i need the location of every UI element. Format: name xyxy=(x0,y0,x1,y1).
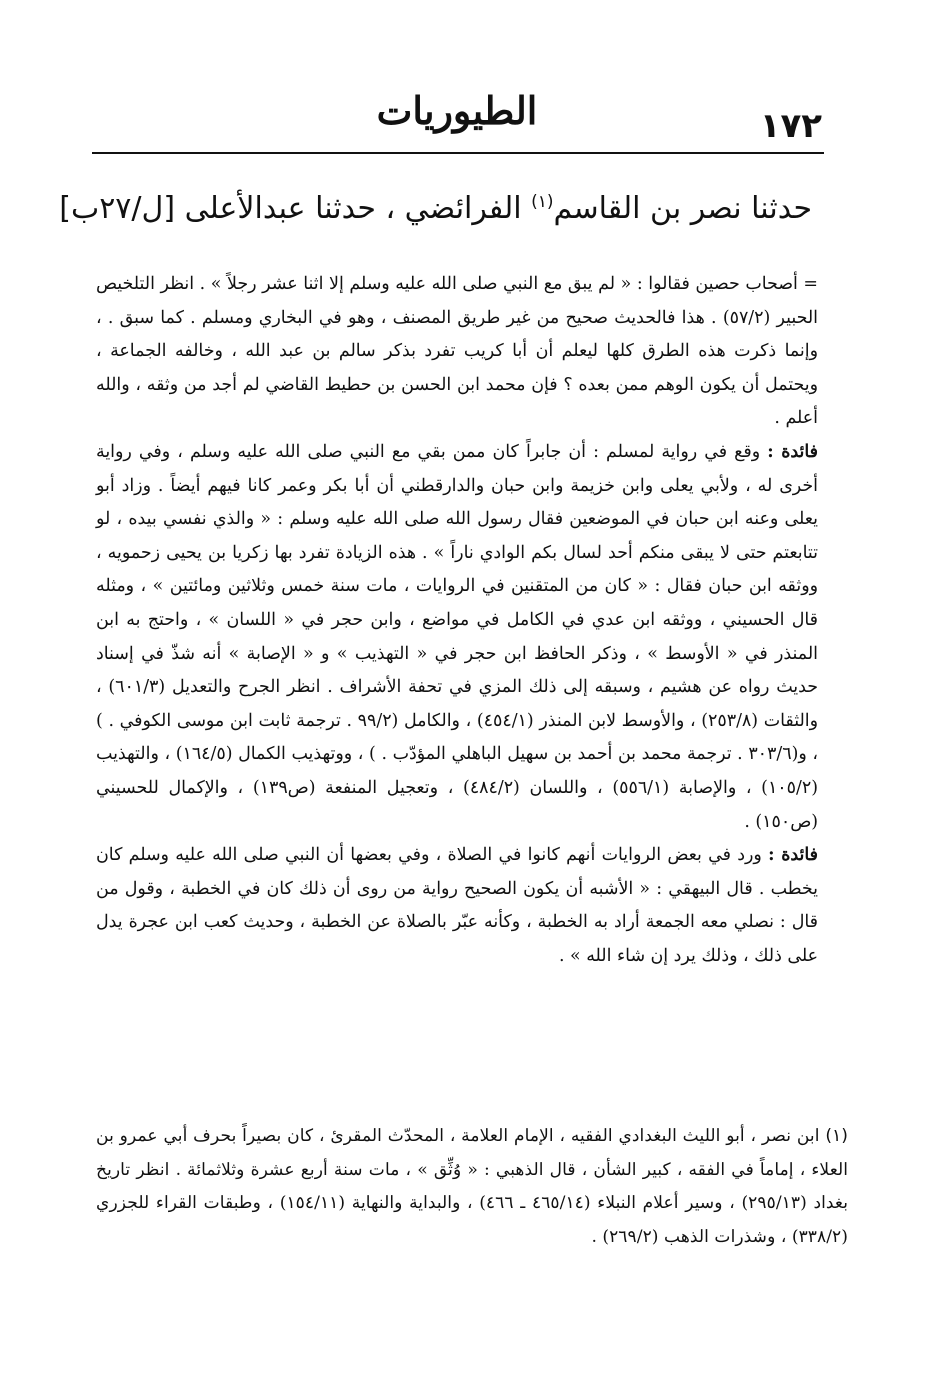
benefit-label: فائدة : xyxy=(767,441,818,462)
footnote-text: ابن نصر ، أبو الليث البغدادي الفقيه ، الإمام العلامة ، المحدّث المقرئ ، كان بصيراً بحرف أبي عمرو بن العلاء ، إماماً في الفقه ، كبير الشأن ، قال الذهبي : « وُثِّق » ، مات سنة أربع عشرة وثلاثمائة . انظر تاريخ بغداد (٢٩٥/١٣) ، وسير أعلام النبلاء (٤٦٥/١٤ ـ ٤٦٦) ، والبداية والنهاية (١٥٤/١١) ، وطبقات القراء للجزري (٣٣٨/٢) ، وشذرات الذهب (٢٦٩/٢) . xyxy=(96,1126,848,1247)
footnote-marker[interactable]: (١) xyxy=(531,192,554,212)
page-number: ١٧٢ xyxy=(759,106,822,146)
header-rule xyxy=(92,152,824,154)
isnad-text-end: الفرائضي ، حدثنا عبدالأعلى [ل/٢٧ب] xyxy=(59,191,532,226)
book-title: الطيوريات xyxy=(376,88,538,133)
page-header xyxy=(92,88,822,150)
commentary-paragraph xyxy=(96,839,818,973)
hadith-isnad xyxy=(59,172,812,239)
footnotes-section xyxy=(96,1120,848,1254)
benefit-text: وقع في رواية لمسلم : أن جابراً كان ممن بقي مع النبي صلى الله عليه وسلم ، وفي رواية أخرى له ، ولأبي يعلى وابن خزيمة وابن حبان والدارقطني أن أبا بكر وعمر كانا فيهم أيضاً . وزاد أبو يعلى وعنه ابن حبان في الموضعين فقال رسول الله صلى الله عليه وسلم : « والذي نفسي بيده ، لو تتابعتم حتى لا يبقى منكم أحد لسال بكم الوادي ناراً » . هذه الزيادة تفرد بها زكريا بن يحيى زحمويه ، ووثقه ابن حبان فقال : « كان من المتقنين في الروايات ، مات سنة خمس وثلاثين ومائتين » ، ومثله قال الحسيني ، ووثقه ابن عدي في الكامل في مواضع ، وابن حجر في « اللسان » ، واحتج به ابن المنذر في « الأوسط » ، وذكر الحافظ ابن حجر في « التهذيب » و « الإصابة » أنه شذّ في إسناد حديث رواه عن هشيم ، وسبقه إلى ذلك المزي في تحفة الأشراف . انظر الجرح والتعديل (٦٠١/٣) ، والثقات (٢٥٣/٨) ، والأوسط لابن المنذر (٤٥٤/١) ، والكامل (٩٩/٢ . ترجمة ثابت ابن موسى الكوفي . ) ، و(٣٠٣/٦ . ترجمة محمد بن أحمد بن سهيل الباهلي المؤدّب . ) ، ووتهذيب الكمال (١٦٤/٥) ، والتهذيب (١٠٥/٢) ، والإصابة (٥٥٦/١) ، واللسان (٤٨٤/٢) ، وتعجيل المنفعة (ص١٣٩) ، والإكمال للحسيني (ص١٥٠) . xyxy=(96,441,818,832)
commentary-section xyxy=(96,268,818,973)
commentary-paragraph xyxy=(96,436,818,839)
benefit-label: فائدة : xyxy=(768,845,818,866)
footnote xyxy=(96,1120,848,1254)
benefit-text: ورد في بعض الروايات أنهم كانوا في الصلاة ، وفي بعضها أن النبي صلى الله عليه وسلم كان يخطب . قال البيهقي : « الأشبه أن يكون الصحيح رواية من روى أن ذلك كان في الخطبة ، وقول من قال : نصلي معه الجمعة أراد به الخطبة ، وكأنه عبّر بالصلاة عن الخطبة ، وحديث كعب ابن عجرة يدل على ذلك ، وذلك يرد إن شاء الله » . xyxy=(96,845,818,966)
isnad-text-start: حدثنا نصر بن القاسم xyxy=(553,191,812,226)
footnote-number: (١) xyxy=(825,1126,848,1146)
commentary-paragraph: = أصحاب حصين فقالوا : « لم يبق مع النبي صلى الله عليه وسلم إلا اثنا عشر رجلاً » . انظر التلخيص الحبير (٥٧/٢) . هذا فالحديث صحيح من غير طريق المصنف ، وهو في البخاري ومسلم . كما سبق . ، وإنما ذكرت هذه الطرق كلها ليعلم أن أبا كريب تفرد بذكر سالم بن عبد الله ، وخالفه الجماعة ، ويحتمل أن يكون الوهم ممن بعده ؟ فإن محمد ابن الحسن بن حطيط القاضي لم أجد من وثقه ، والله أعلم . xyxy=(96,274,819,429)
